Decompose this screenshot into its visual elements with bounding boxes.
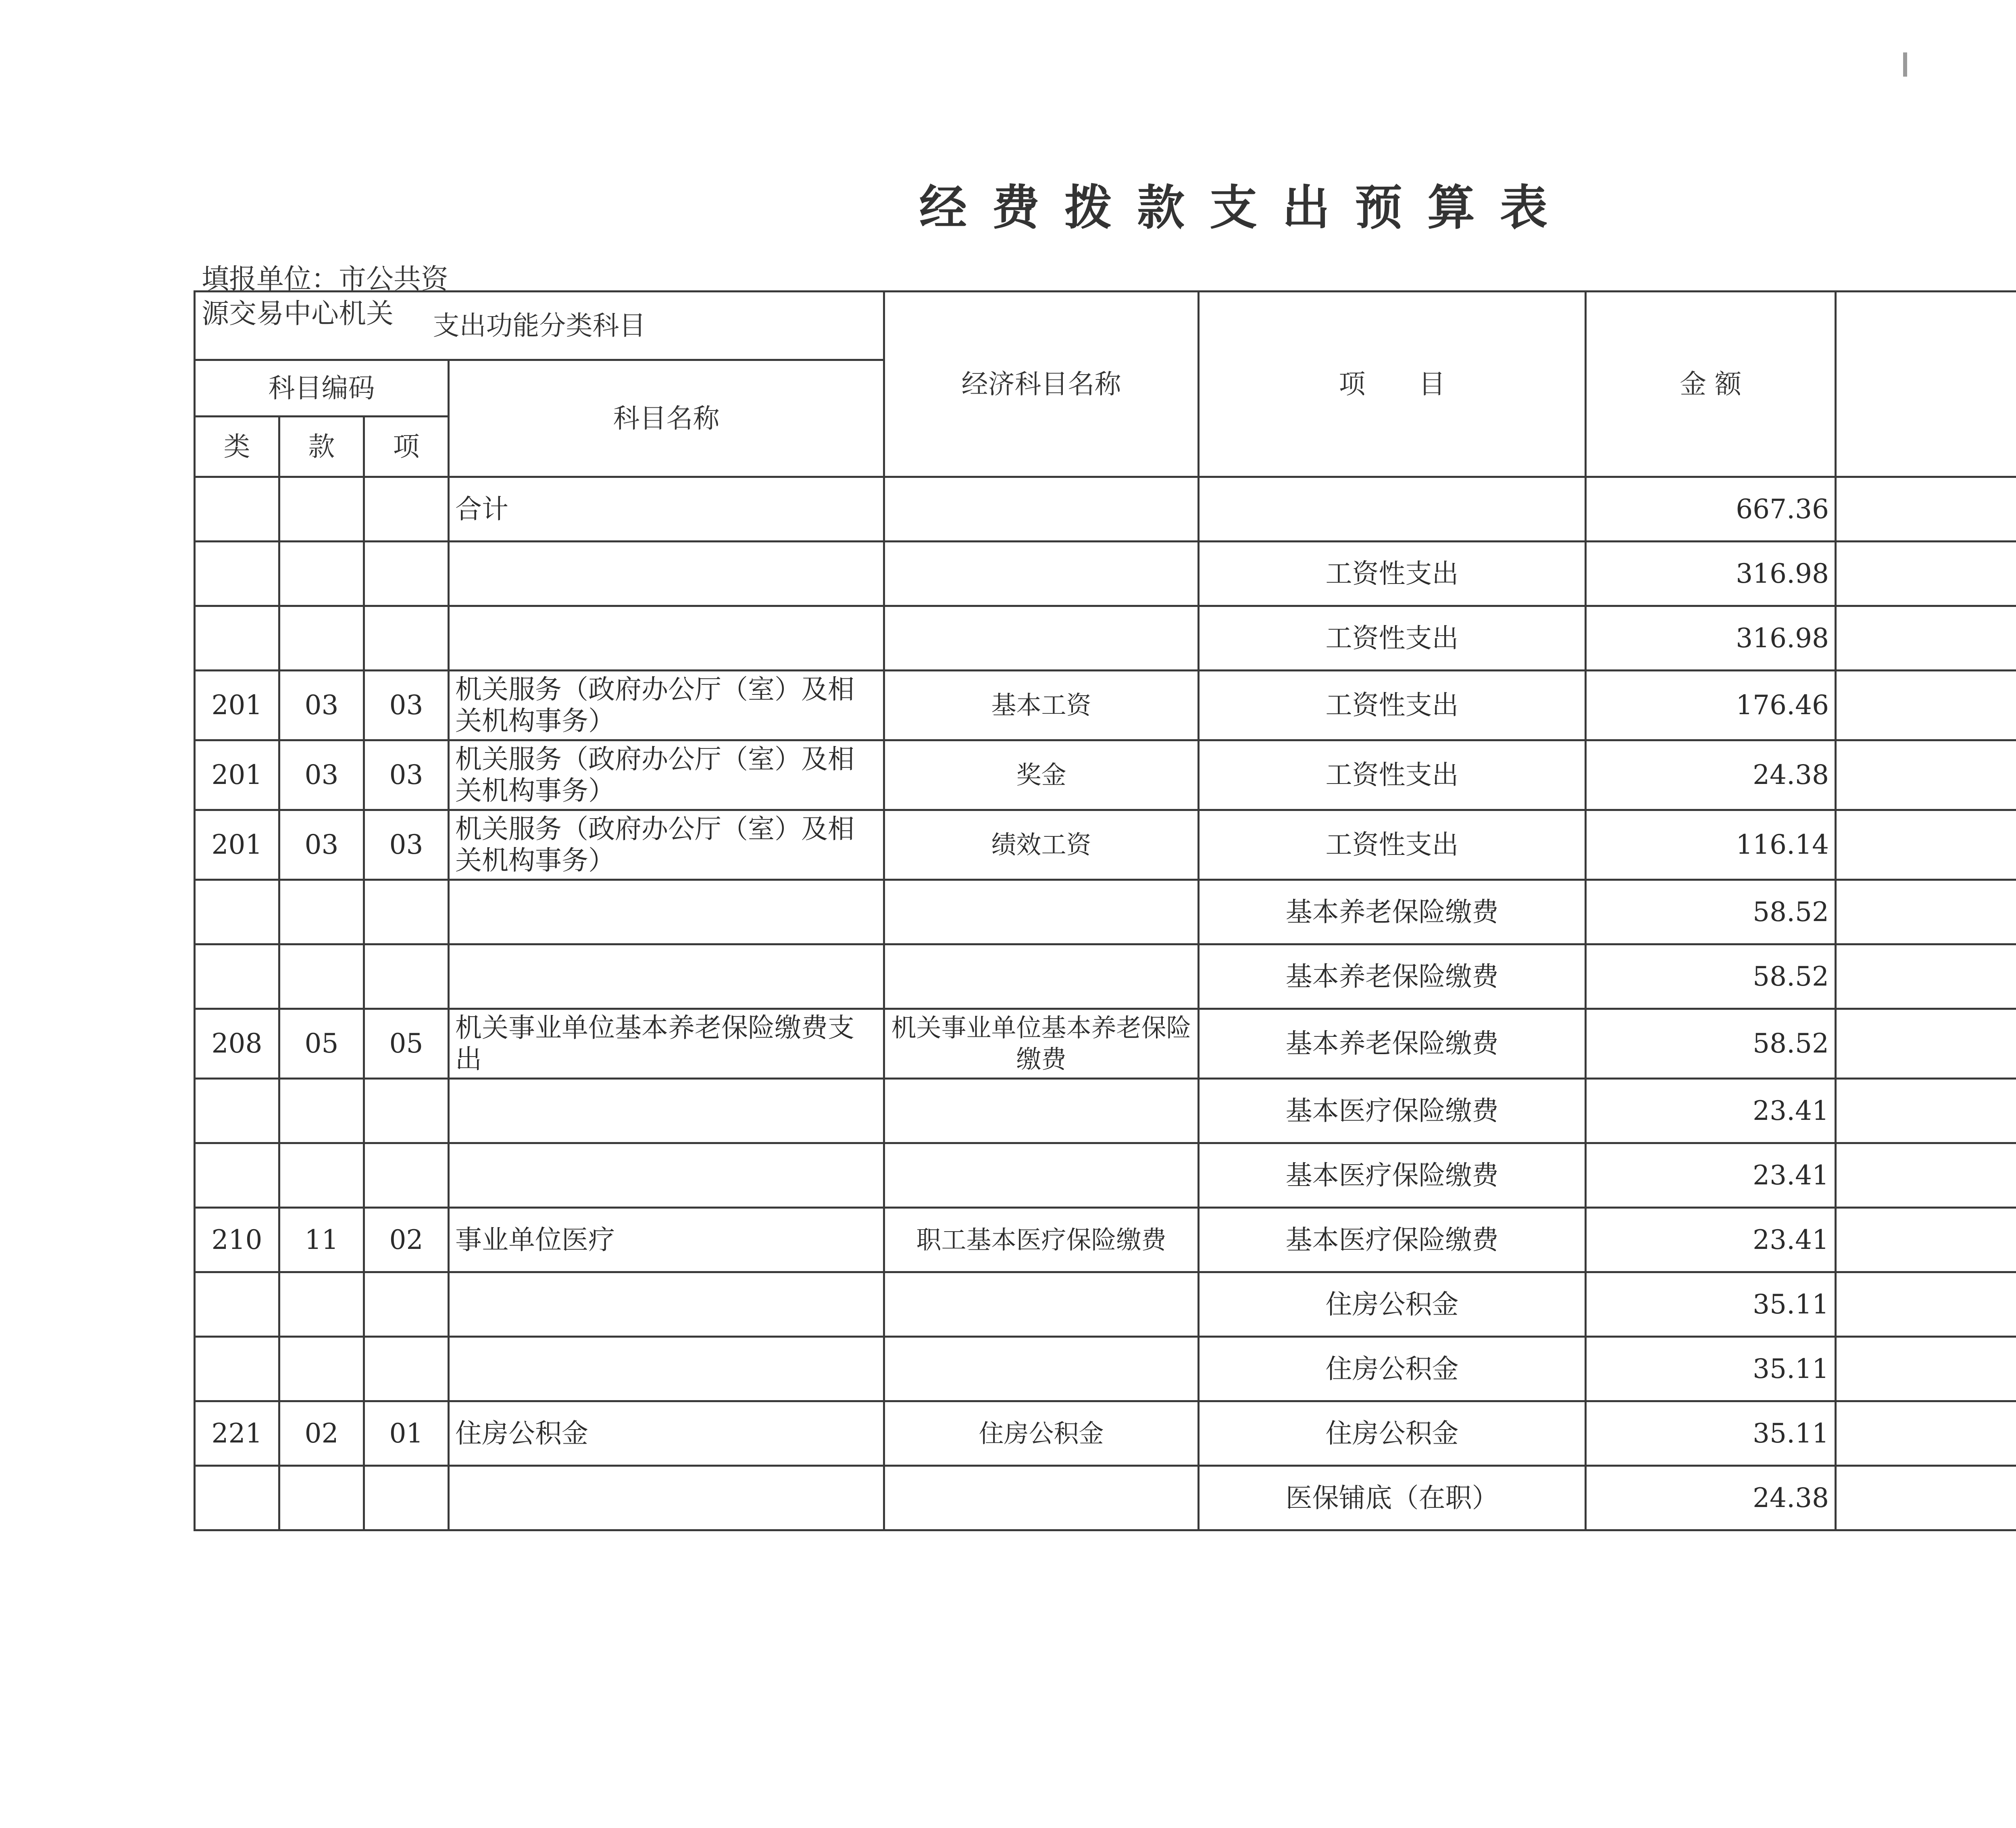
- cell-remark: [1836, 880, 2016, 944]
- cell-kuan: 03: [279, 740, 364, 810]
- cell-economic-subject: [884, 1272, 1199, 1337]
- cell-item: 基本养老保险缴费: [1199, 944, 1586, 1009]
- header-amount: 金 额: [1586, 292, 1836, 477]
- cell-xiang: 03: [364, 810, 449, 880]
- cell-lei: [195, 477, 279, 542]
- filler-unit: 填报单位：市公共资源交易中心机关: [202, 263, 449, 330]
- cell-remark: [1836, 1466, 2016, 1530]
- cell-subject-name: [449, 542, 884, 606]
- header-lei: 类: [195, 417, 279, 477]
- cell-subject-name: 合计: [449, 477, 884, 542]
- cell-lei: 201: [195, 740, 279, 810]
- cell-kuan: [279, 880, 364, 944]
- cell-remark: [1836, 1401, 2016, 1466]
- cell-economic-subject: 住房公积金: [884, 1401, 1199, 1466]
- cell-amount: 58.52: [1586, 880, 1836, 944]
- cell-xiang: 05: [364, 1009, 449, 1079]
- cell-item: 基本养老保险缴费: [1199, 880, 1586, 944]
- table-row: [195, 944, 2016, 1009]
- cell-kuan: 03: [279, 671, 364, 740]
- header-economic-subject: 经济科目名称: [884, 292, 1199, 477]
- cell-amount: 116.14: [1586, 810, 1836, 880]
- cell-economic-subject: [884, 1337, 1199, 1401]
- cell-lei: 221: [195, 1401, 279, 1466]
- cell-item: 工资性支出: [1199, 542, 1586, 606]
- header-code: 科目编码: [195, 360, 449, 417]
- table-row: [195, 477, 2016, 542]
- cell-amount: 667.36: [1586, 477, 1836, 542]
- table-row: [195, 1143, 2016, 1208]
- cell-xiang: [364, 1337, 449, 1401]
- cell-amount: 35.11: [1586, 1337, 1836, 1401]
- cell-economic-subject: 职工基本医疗保险缴费: [884, 1208, 1199, 1272]
- cell-economic-subject: [884, 944, 1199, 1009]
- cell-xiang: 03: [364, 740, 449, 810]
- cell-lei: [195, 1337, 279, 1401]
- cell-subject-name: [449, 606, 884, 671]
- header-remark: [1836, 292, 2016, 477]
- cell-amount: 35.11: [1586, 1272, 1836, 1337]
- table-row: [195, 1079, 2016, 1143]
- cell-kuan: [279, 477, 364, 542]
- header-functional-category: 支出功能分类科目: [195, 292, 884, 360]
- cell-kuan: 05: [279, 1009, 364, 1079]
- cell-economic-subject: [884, 1079, 1199, 1143]
- cell-subject-name: [449, 880, 884, 944]
- cell-economic-subject: [884, 542, 1199, 606]
- cell-lei: [195, 1272, 279, 1337]
- cell-remark: [1836, 1208, 2016, 1272]
- cell-lei: [195, 542, 279, 606]
- cell-xiang: 02: [364, 1208, 449, 1272]
- cell-subject-name: [449, 1466, 884, 1530]
- cell-item: [1199, 477, 1586, 542]
- cell-remark: [1836, 1143, 2016, 1208]
- cell-amount: 35.11: [1586, 1401, 1836, 1466]
- cell-kuan: [279, 1272, 364, 1337]
- cell-xiang: 03: [364, 671, 449, 740]
- table-row: [195, 740, 2016, 810]
- table-row: [195, 880, 2016, 944]
- cell-item: 工资性支出: [1199, 810, 1586, 880]
- cell-item: 住房公积金: [1199, 1401, 1586, 1466]
- cell-subject-name: 机关服务（政府办公厅（室）及相关机构事务）: [449, 740, 884, 810]
- cell-subject-name: 机关事业单位基本养老保险缴费支出: [449, 1009, 884, 1079]
- cell-amount: 316.98: [1586, 606, 1836, 671]
- cell-kuan: [279, 1079, 364, 1143]
- cell-remark: [1836, 477, 2016, 542]
- document-title: 经费拨款支出预算表: [919, 179, 1573, 236]
- table-row: [195, 1009, 2016, 1079]
- cell-kuan: 03: [279, 810, 364, 880]
- table-row: [195, 810, 2016, 880]
- cell-economic-subject: [884, 606, 1199, 671]
- cell-lei: [195, 1466, 279, 1530]
- cell-lei: 201: [195, 810, 279, 880]
- cell-economic-subject: [884, 1466, 1199, 1530]
- cell-economic-subject: [884, 477, 1199, 542]
- cell-subject-name: [449, 1079, 884, 1143]
- budget-table: [194, 290, 2016, 1531]
- table-header: [195, 292, 2016, 477]
- cell-xiang: [364, 1272, 449, 1337]
- cell-xiang: [364, 542, 449, 606]
- cell-subject-name: 住房公积金: [449, 1401, 884, 1466]
- cell-amount: 316.98: [1586, 542, 1836, 606]
- cell-item: 工资性支出: [1199, 740, 1586, 810]
- cell-amount: 176.46: [1586, 671, 1836, 740]
- cell-remark: [1836, 944, 2016, 1009]
- cell-economic-subject: [884, 1143, 1199, 1208]
- cell-subject-name: [449, 944, 884, 1009]
- cell-xiang: [364, 1079, 449, 1143]
- table-row: [195, 542, 2016, 606]
- table-row: [195, 1466, 2016, 1530]
- scan-artifact: [1903, 52, 1907, 77]
- cell-item: 基本医疗保险缴费: [1199, 1079, 1586, 1143]
- cell-kuan: [279, 606, 364, 671]
- cell-remark: [1836, 1009, 2016, 1079]
- cell-subject-name: [449, 1272, 884, 1337]
- table-row: [195, 1272, 2016, 1337]
- cell-subject-name: 机关服务（政府办公厅（室）及相关机构事务）: [449, 810, 884, 880]
- cell-economic-subject: [884, 880, 1199, 944]
- header-xiang: 项: [364, 417, 449, 477]
- cell-amount: 23.41: [1586, 1143, 1836, 1208]
- table-row: [195, 1401, 2016, 1466]
- cell-amount: 24.38: [1586, 1466, 1836, 1530]
- cell-xiang: [364, 1143, 449, 1208]
- cell-remark: [1836, 1337, 2016, 1401]
- table-row: [195, 606, 2016, 671]
- cell-kuan: [279, 1337, 364, 1401]
- cell-amount: 58.52: [1586, 1009, 1836, 1079]
- cell-lei: 208: [195, 1009, 279, 1079]
- cell-lei: [195, 1079, 279, 1143]
- cell-amount: 23.41: [1586, 1208, 1836, 1272]
- cell-xiang: 01: [364, 1401, 449, 1466]
- cell-amount: 23.41: [1586, 1079, 1836, 1143]
- cell-remark: [1836, 1272, 2016, 1337]
- cell-kuan: [279, 944, 364, 1009]
- cell-subject-name: [449, 1337, 884, 1401]
- cell-amount: 24.38: [1586, 740, 1836, 810]
- cell-kuan: [279, 542, 364, 606]
- header-subject-name: 科目名称: [449, 360, 884, 477]
- table-row: [195, 1208, 2016, 1272]
- cell-remark: [1836, 810, 2016, 880]
- cell-item: 基本医疗保险缴费: [1199, 1143, 1586, 1208]
- cell-item: 医保铺底（在职）: [1199, 1466, 1586, 1530]
- cell-remark: [1836, 1079, 2016, 1143]
- cell-item: 基本养老保险缴费: [1199, 1009, 1586, 1079]
- cell-remark: [1836, 542, 2016, 606]
- cell-item: 工资性支出: [1199, 671, 1586, 740]
- cell-amount: 58.52: [1586, 944, 1836, 1009]
- cell-xiang: [364, 944, 449, 1009]
- cell-remark: [1836, 740, 2016, 810]
- cell-lei: 201: [195, 671, 279, 740]
- header-kuan: 款: [279, 417, 364, 477]
- header-item: 项 目: [1199, 292, 1586, 477]
- cell-kuan: [279, 1466, 364, 1530]
- cell-lei: 210: [195, 1208, 279, 1272]
- cell-remark: [1836, 606, 2016, 671]
- cell-subject-name: 事业单位医疗: [449, 1208, 884, 1272]
- cell-xiang: [364, 1466, 449, 1530]
- cell-kuan: 11: [279, 1208, 364, 1272]
- cell-xiang: [364, 477, 449, 542]
- cell-item: 基本医疗保险缴费: [1199, 1208, 1586, 1272]
- cell-lei: [195, 944, 279, 1009]
- cell-xiang: [364, 880, 449, 944]
- cell-economic-subject: 绩效工资: [884, 810, 1199, 880]
- cell-kuan: [279, 1143, 364, 1208]
- table-row: [195, 1337, 2016, 1401]
- cell-lei: [195, 880, 279, 944]
- cell-lei: [195, 1143, 279, 1208]
- cell-economic-subject: 机关事业单位基本养老保险缴费: [884, 1009, 1199, 1079]
- cell-economic-subject: 基本工资: [884, 671, 1199, 740]
- cell-xiang: [364, 606, 449, 671]
- cell-lei: [195, 606, 279, 671]
- cell-subject-name: 机关服务（政府办公厅（室）及相关机构事务）: [449, 671, 884, 740]
- table-body: [195, 477, 2016, 1530]
- cell-remark: [1836, 671, 2016, 740]
- cell-item: 工资性支出: [1199, 606, 1586, 671]
- cell-item: 住房公积金: [1199, 1337, 1586, 1401]
- cell-economic-subject: 奖金: [884, 740, 1199, 810]
- table-row: [195, 671, 2016, 740]
- cell-kuan: 02: [279, 1401, 364, 1466]
- cell-item: 住房公积金: [1199, 1272, 1586, 1337]
- cell-subject-name: [449, 1143, 884, 1208]
